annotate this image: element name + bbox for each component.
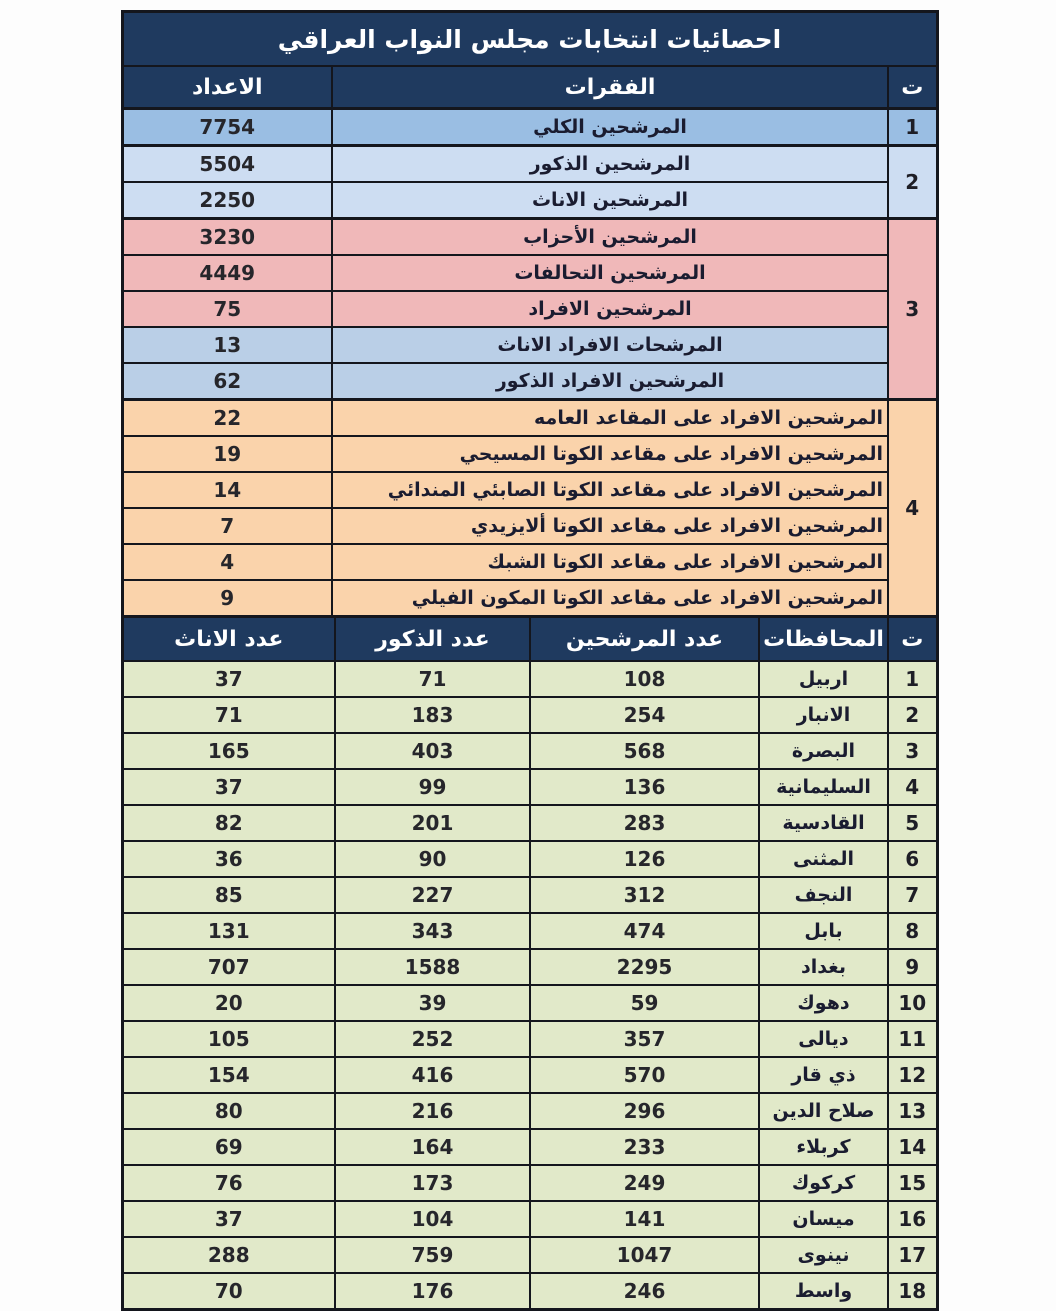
females-count: 288 — [122, 1237, 335, 1273]
candidates-count: 283 — [530, 805, 759, 841]
header-females: عدد الاناث — [122, 617, 335, 662]
governorate-row — [122, 661, 937, 697]
item-label: المرشحين التحالفات — [332, 255, 888, 291]
summary-table — [121, 10, 939, 618]
governorate-row — [122, 913, 937, 949]
candidates-count: 2295 — [530, 949, 759, 985]
governorate-name: صلاح الدين — [759, 1093, 888, 1129]
candidates-count: 474 — [530, 913, 759, 949]
summary-row — [122, 109, 937, 146]
item-value: 14 — [122, 472, 332, 508]
males-count: 403 — [335, 733, 530, 769]
summary-row — [122, 182, 937, 219]
item-label: المرشحين الافراد على مقاعد الكوتا المسيحي — [332, 436, 888, 472]
males-count: 71 — [335, 661, 530, 697]
summary-row — [122, 219, 937, 256]
item-label: المرشحين الأحزاب — [332, 219, 888, 256]
governorate-name: ميسان — [759, 1201, 888, 1237]
row-index: 5 — [888, 805, 937, 841]
row-index: 13 — [888, 1093, 937, 1129]
females-count: 76 — [122, 1165, 335, 1201]
governorate-name: بغداد — [759, 949, 888, 985]
males-count: 164 — [335, 1129, 530, 1165]
row-index: 2 — [888, 697, 937, 733]
header-items: الفقرات — [332, 66, 888, 109]
governorate-row — [122, 985, 937, 1021]
item-value: 13 — [122, 327, 332, 363]
females-count: 80 — [122, 1093, 335, 1129]
summary-row — [122, 255, 937, 291]
row-index: 18 — [888, 1273, 937, 1310]
item-label: المرشحين الكلي — [332, 109, 888, 146]
males-count: 416 — [335, 1057, 530, 1093]
item-value: 22 — [122, 400, 332, 437]
row-index: 10 — [888, 985, 937, 1021]
item-label: المرشحين الاناث — [332, 182, 888, 219]
candidates-count: 1047 — [530, 1237, 759, 1273]
header-index: ت — [888, 66, 937, 109]
item-label: المرشحات الافراد الاناث — [332, 327, 888, 363]
row-index: 16 — [888, 1201, 937, 1237]
item-label: المرشحين الافراد على المقاعد العامه — [332, 400, 888, 437]
candidates-count: 312 — [530, 877, 759, 913]
governorate-name: دهوك — [759, 985, 888, 1021]
item-value: 9 — [122, 580, 332, 617]
candidates-count: 357 — [530, 1021, 759, 1057]
candidates-count: 570 — [530, 1057, 759, 1093]
governorate-row — [122, 1165, 937, 1201]
males-count: 90 — [335, 841, 530, 877]
governorate-row — [122, 1093, 937, 1129]
item-label: المرشحين الافراد الذكور — [332, 363, 888, 400]
row-index: 3 — [888, 733, 937, 769]
item-label: المرشحين الافراد على مقاعد الكوتا الصابئي المندائي — [332, 472, 888, 508]
governorate-name: واسط — [759, 1273, 888, 1310]
section-index: 4 — [888, 400, 937, 617]
summary-row — [122, 291, 937, 327]
candidates-count: 233 — [530, 1129, 759, 1165]
row-index: 8 — [888, 913, 937, 949]
header-candidates: عدد المرشحين — [530, 617, 759, 662]
governorate-row — [122, 841, 937, 877]
females-count: 165 — [122, 733, 335, 769]
males-count: 201 — [335, 805, 530, 841]
candidates-count: 126 — [530, 841, 759, 877]
summary-table-body — [122, 109, 937, 617]
item-label: المرشحين الافراد على مقاعد الكوتا ألايزيدي — [332, 508, 888, 544]
males-count: 343 — [335, 913, 530, 949]
item-value: 75 — [122, 291, 332, 327]
females-count: 85 — [122, 877, 335, 913]
header-count: الاعداد — [122, 66, 332, 109]
governorate-row — [122, 1273, 937, 1310]
summary-row — [122, 327, 937, 363]
governorate-name: كربلاء — [759, 1129, 888, 1165]
governorate-name: كركوك — [759, 1165, 888, 1201]
governorate-row — [122, 1057, 937, 1093]
governorate-name: ذي قار — [759, 1057, 888, 1093]
candidates-count: 249 — [530, 1165, 759, 1201]
governorate-name: الانبار — [759, 697, 888, 733]
item-value: 3230 — [122, 219, 332, 256]
candidates-count: 136 — [530, 769, 759, 805]
governorate-name: اربيل — [759, 661, 888, 697]
item-value: 2250 — [122, 182, 332, 219]
summary-row — [122, 508, 937, 544]
governorate-name: نينوى — [759, 1237, 888, 1273]
candidates-count: 568 — [530, 733, 759, 769]
election-statistics-sheet — [121, 10, 936, 1311]
table-title: احصائيات انتخابات مجلس النواب العراقي — [122, 12, 937, 67]
summary-row — [122, 400, 937, 437]
females-count: 37 — [122, 661, 335, 697]
governorate-name: المثنى — [759, 841, 888, 877]
row-index: 15 — [888, 1165, 937, 1201]
row-index: 11 — [888, 1021, 937, 1057]
governorate-name: ديالى — [759, 1021, 888, 1057]
males-count: 252 — [335, 1021, 530, 1057]
governorate-row — [122, 877, 937, 913]
section-index: 1 — [888, 109, 937, 146]
item-value: 7754 — [122, 109, 332, 146]
item-label: المرشحين الافراد على مقاعد الكوتا الشبك — [332, 544, 888, 580]
item-label: المرشحين الافراد — [332, 291, 888, 327]
row-index: 14 — [888, 1129, 937, 1165]
governorate-row — [122, 1201, 937, 1237]
summary-row — [122, 363, 937, 400]
females-count: 36 — [122, 841, 335, 877]
candidates-count: 141 — [530, 1201, 759, 1237]
candidates-count: 254 — [530, 697, 759, 733]
candidates-count: 108 — [530, 661, 759, 697]
males-count: 104 — [335, 1201, 530, 1237]
governorate-name: البصرة — [759, 733, 888, 769]
header-governorates: المحافظات — [759, 617, 888, 662]
males-count: 1588 — [335, 949, 530, 985]
item-value: 5504 — [122, 146, 332, 183]
item-value: 4 — [122, 544, 332, 580]
summary-row — [122, 436, 937, 472]
summary-row — [122, 544, 937, 580]
row-index: 12 — [888, 1057, 937, 1093]
row-index: 9 — [888, 949, 937, 985]
females-count: 70 — [122, 1273, 335, 1310]
item-label: المرشحين الذكور — [332, 146, 888, 183]
females-count: 154 — [122, 1057, 335, 1093]
males-count: 173 — [335, 1165, 530, 1201]
females-count: 37 — [122, 769, 335, 805]
item-value: 62 — [122, 363, 332, 400]
candidates-count: 59 — [530, 985, 759, 1021]
governorate-name: النجف — [759, 877, 888, 913]
row-index: 1 — [888, 661, 937, 697]
governorate-row — [122, 805, 937, 841]
governorate-row — [122, 1237, 937, 1273]
governorates-table — [121, 615, 939, 1311]
females-count: 707 — [122, 949, 335, 985]
females-count: 82 — [122, 805, 335, 841]
governorate-name: بابل — [759, 913, 888, 949]
summary-row — [122, 472, 937, 508]
males-count: 183 — [335, 697, 530, 733]
row-index: 7 — [888, 877, 937, 913]
males-count: 216 — [335, 1093, 530, 1129]
females-count: 37 — [122, 1201, 335, 1237]
governorate-row — [122, 733, 937, 769]
males-count: 176 — [335, 1273, 530, 1310]
males-count: 759 — [335, 1237, 530, 1273]
section-index: 2 — [888, 146, 937, 219]
item-value: 4449 — [122, 255, 332, 291]
item-label: المرشحين الافراد على مقاعد الكوتا المكون الفيلي — [332, 580, 888, 617]
females-count: 69 — [122, 1129, 335, 1165]
row-index: 17 — [888, 1237, 937, 1273]
females-count: 71 — [122, 697, 335, 733]
governorate-row — [122, 1021, 937, 1057]
summary-row — [122, 580, 937, 617]
section-index: 3 — [888, 219, 937, 400]
item-value: 19 — [122, 436, 332, 472]
row-index: 6 — [888, 841, 937, 877]
candidates-count: 296 — [530, 1093, 759, 1129]
governorate-row — [122, 949, 937, 985]
governorate-name: القادسية — [759, 805, 888, 841]
governorate-name: السليمانية — [759, 769, 888, 805]
header-males: عدد الذكور — [335, 617, 530, 662]
governorate-row — [122, 697, 937, 733]
females-count: 131 — [122, 913, 335, 949]
males-count: 99 — [335, 769, 530, 805]
males-count: 39 — [335, 985, 530, 1021]
item-value: 7 — [122, 508, 332, 544]
row-index: 4 — [888, 769, 937, 805]
governorates-table-body — [122, 661, 937, 1310]
header-index-2: ت — [888, 617, 937, 662]
candidates-count: 246 — [530, 1273, 759, 1310]
males-count: 227 — [335, 877, 530, 913]
females-count: 105 — [122, 1021, 335, 1057]
governorate-row — [122, 769, 937, 805]
summary-row — [122, 146, 937, 183]
females-count: 20 — [122, 985, 335, 1021]
governorate-row — [122, 1129, 937, 1165]
